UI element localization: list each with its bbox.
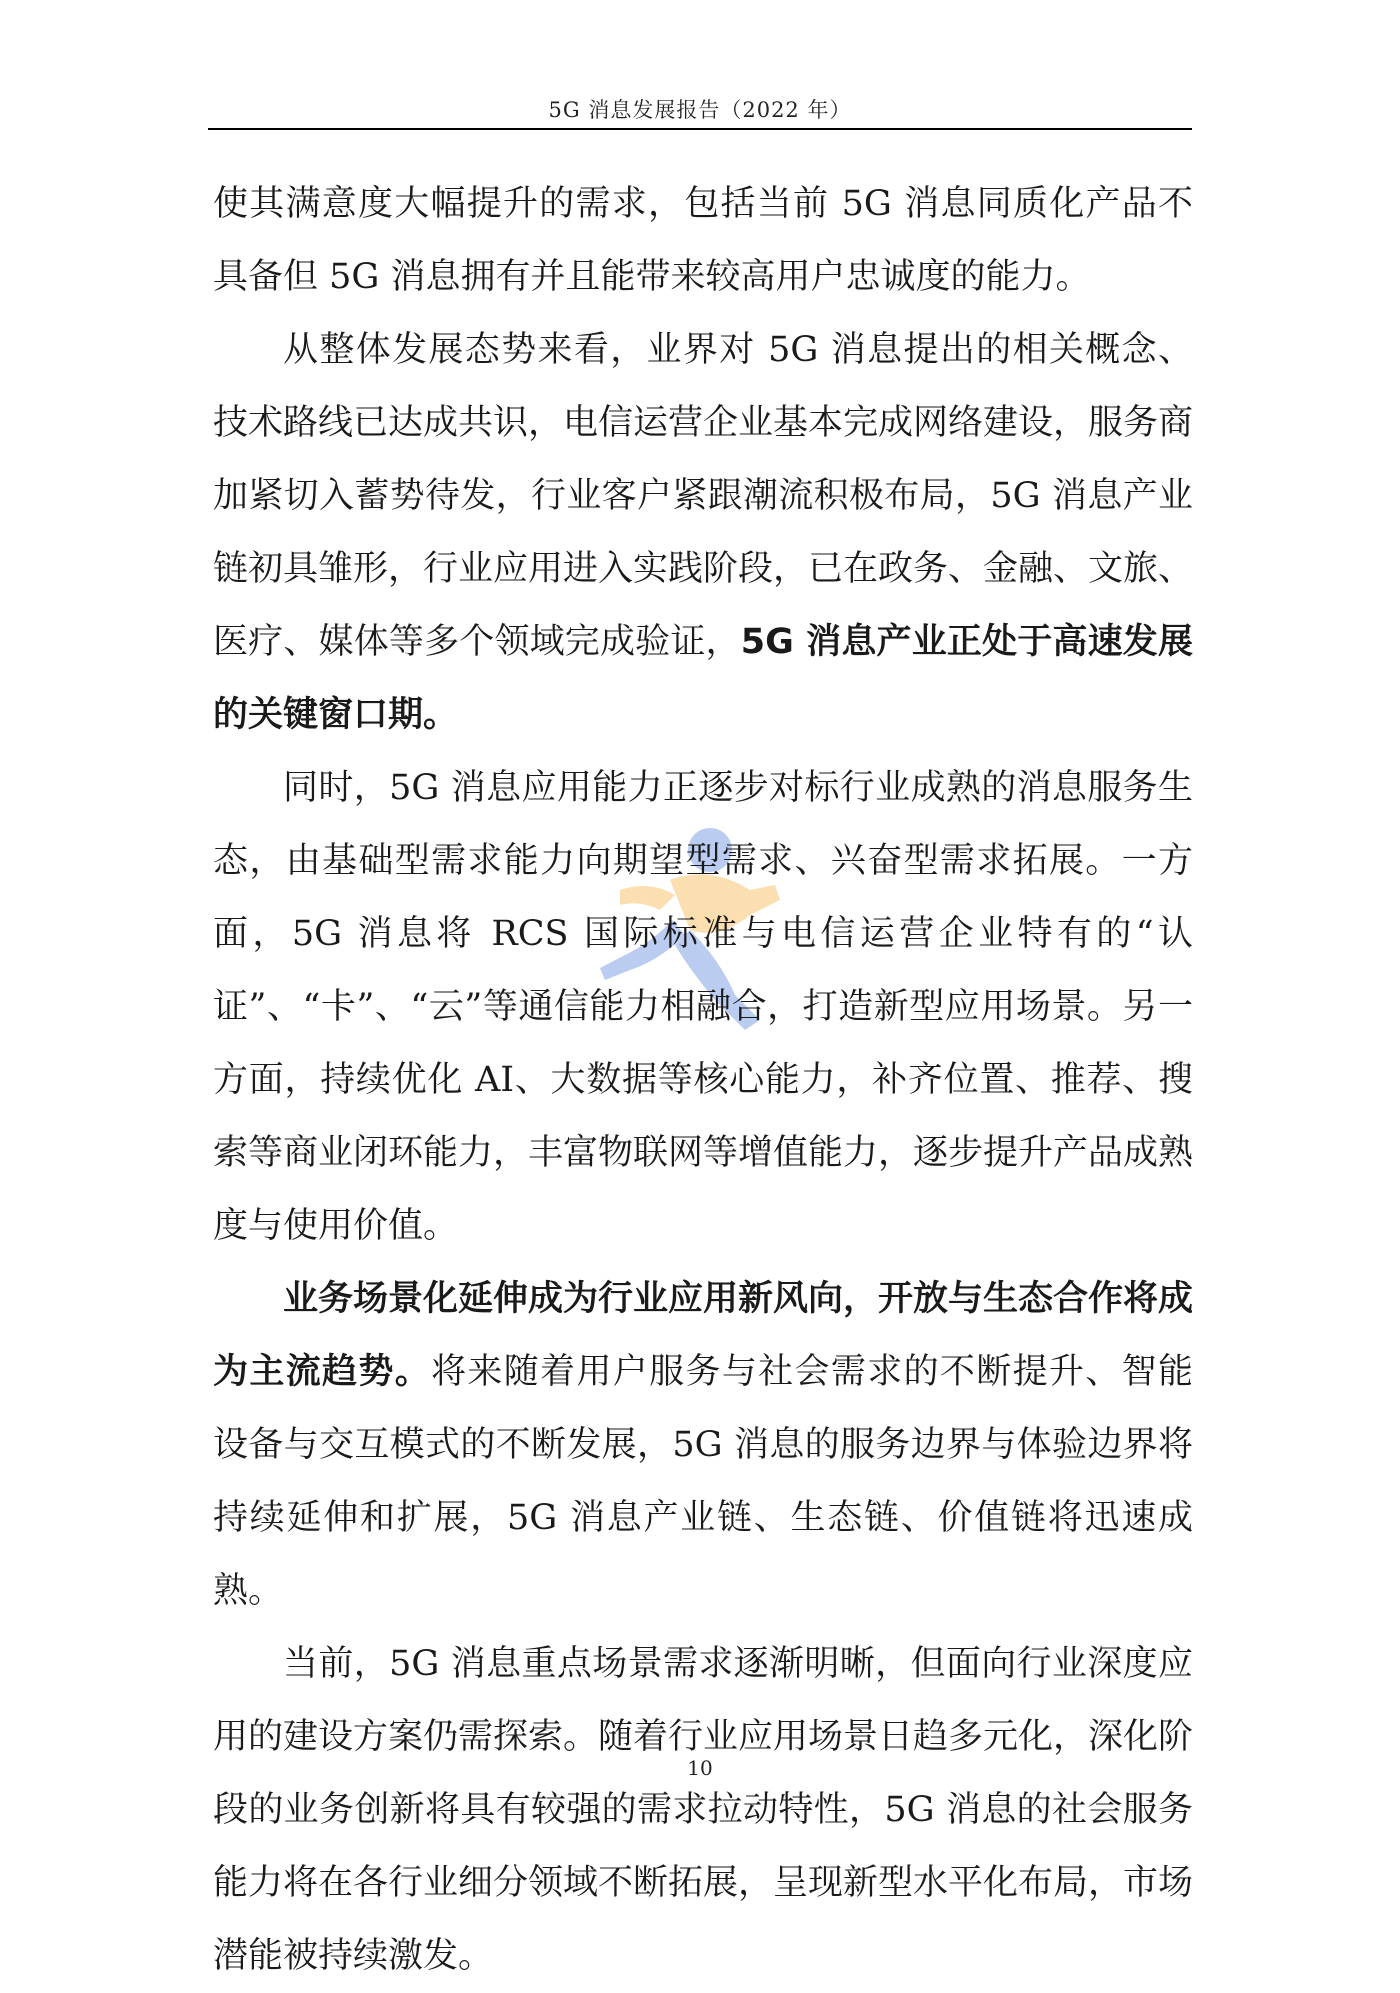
- body-text: [213, 168, 1193, 1993]
- paragraph-trend: [213, 1263, 1193, 1628]
- page-number: 10: [687, 1756, 713, 1780]
- paragraph-continued: 使其满意度大幅提升的需求，包括当前 5G 消息同质化产品不具备但 5G 消息拥有并且能带来较高用户忠诚度的能力。: [213, 184, 1193, 297]
- paragraph-industry-status: [213, 314, 1193, 752]
- paragraph-text: 从整体发展态势来看，业界对 5G 消息提出的相关概念、技术路线已达成共识，电信运营企业基本完成网络建设，服务商加紧切入蓄势待发，行业客户紧跟潮流积极布局，5G 消息产业链初具雏形，行业应用进入实践阶段，已在政务、金融、文旅、医疗、媒体等多个领域完成验证，: [213, 330, 1194, 662]
- paragraph-outlook: 当前，5G 消息重点场景需求逐渐明晰，但面向行业深度应用的建设方案仍需探索。随着行业应用场景日趋多元化，深化阶段的业务创新将具有较强的需求拉动特性，5G 消息的社会服务能力将在各行业细分领域不断拓展，呈现新型水平化布局，市场潜能被持续激发。: [213, 1644, 1194, 1976]
- paragraph-capabilities: 同时，5G 消息应用能力正逐步对标行业成熟的消息服务生态，由基础型需求能力向期望型需求、兴奋型需求拓展。一方面，5G 消息将 RCS 国际标准与电信运营企业特有的“认证”、“卡”、“云”等通信能力相融合，打造新型应用场景。另一方面，持续优化 AI、大数据等核心能力，补齐位置、推荐、搜索等商业闭环能力，丰富物联网等增值能力，逐步提升产品成熟度与使用价值。: [213, 768, 1194, 1246]
- key-conclusion: 5G 消息产业正处于高速发展的关键窗口期。: [213, 622, 1193, 735]
- trend-heading: 业务场景化延伸成为行业应用新风向，开放与生态合作将成为主流趋势。: [213, 1279, 1194, 1392]
- header-rule: [208, 128, 1192, 130]
- page-header: 5G 消息发展报告（2022 年）: [548, 98, 852, 122]
- paragraph-text: 将来随着用户服务与社会需求的不断提升、智能设备与交互模式的不断发展，5G 消息的服务边界与体验边界将持续延伸和扩展，5G 消息产业链、生态链、价值链将迅速成熟。: [213, 1352, 1193, 1611]
